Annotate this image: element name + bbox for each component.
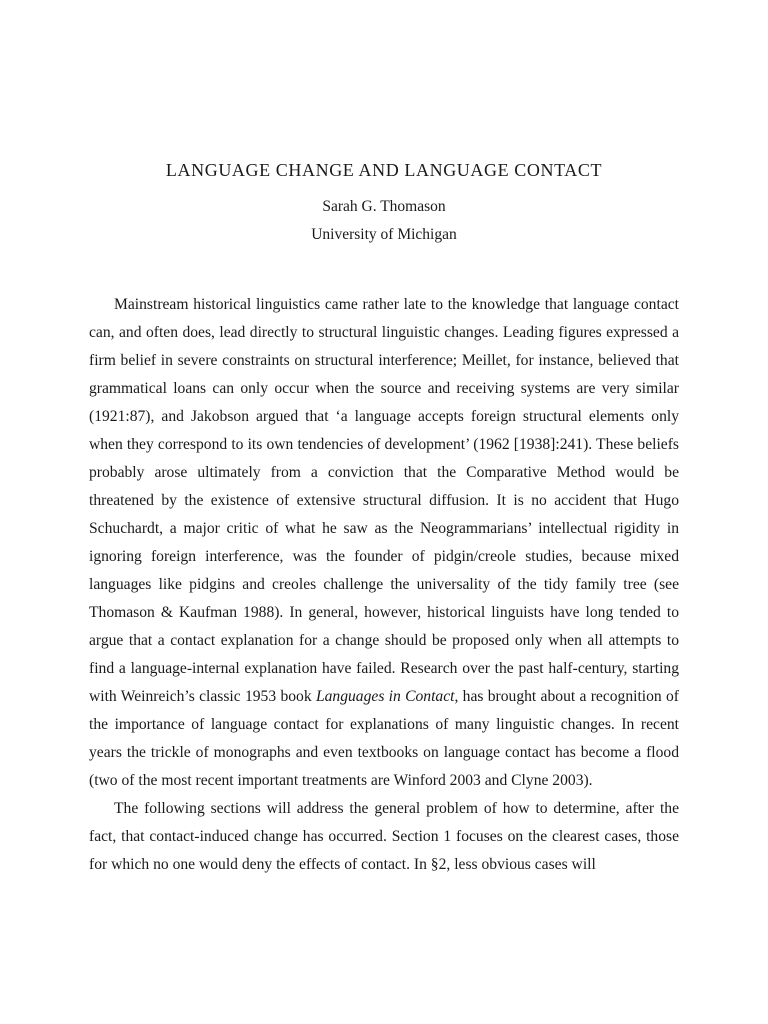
author-affiliation: University of Michigan	[311, 226, 457, 243]
paragraph-1-text-b: , has brought about a recognition of the importance of language contact for explanations of many linguistic changes. In recent years the trickle of monographs and even textbooks on language contact has become a flood (two of the most recent important treatments are Winford 2003 and Clyne 2003).	[89, 688, 680, 789]
paragraph-1-text-a: Mainstream historical linguistics came rather late to the knowledge that language contact can, and often does, lead directly to structural linguistic changes. Leading figures expressed a firm belief in severe constraints on structural interference; Meillet, for instance, believed that grammatical loans can only occur when the source and receiving systems are very similar (1921:87), and Jakobson argued that ‘a language accepts foreign structural elements only when they correspond to its own tendencies of development’ (1962 [1938]:241). These beliefs probably arose ultimately from a conviction that the Comparative Method would be threatened by the existence of extensive structural diffusion. It is no accident that Hugo Schuchardt, a major critic of what he saw as the Neogrammarians’ intellectual rigidity in ignoring foreign interference, was the founder of pidgin/creole studies, because mixed languages like pidgins and creoles challenge the universality of the tidy family tree (see Thomason & Kaufman 1988). In general, however, historical linguists have long tended to argue that a contact explanation for a change should be proposed only when all attempts to find a language-internal explanation have failed. Research over the past half-century, starting with Weinreich’s classic 1953 book	[89, 296, 679, 705]
paragraph-2: The following sections will address the general problem of how to determine, after the fact, that contact-induced change has occurred. Section 1 focuses on the clearest cases, those for which no one would deny the effects of contact. In §2, less obvious cases will	[89, 800, 679, 873]
book-title-italic: Languages in Contact	[315, 688, 455, 705]
author-name: Sarah G. Thomason	[322, 198, 446, 215]
paragraph-1	[89, 291, 679, 795]
body-text	[89, 291, 679, 879]
paper-title: LANGUAGE CHANGE AND LANGUAGE CONTACT	[165, 160, 603, 180]
